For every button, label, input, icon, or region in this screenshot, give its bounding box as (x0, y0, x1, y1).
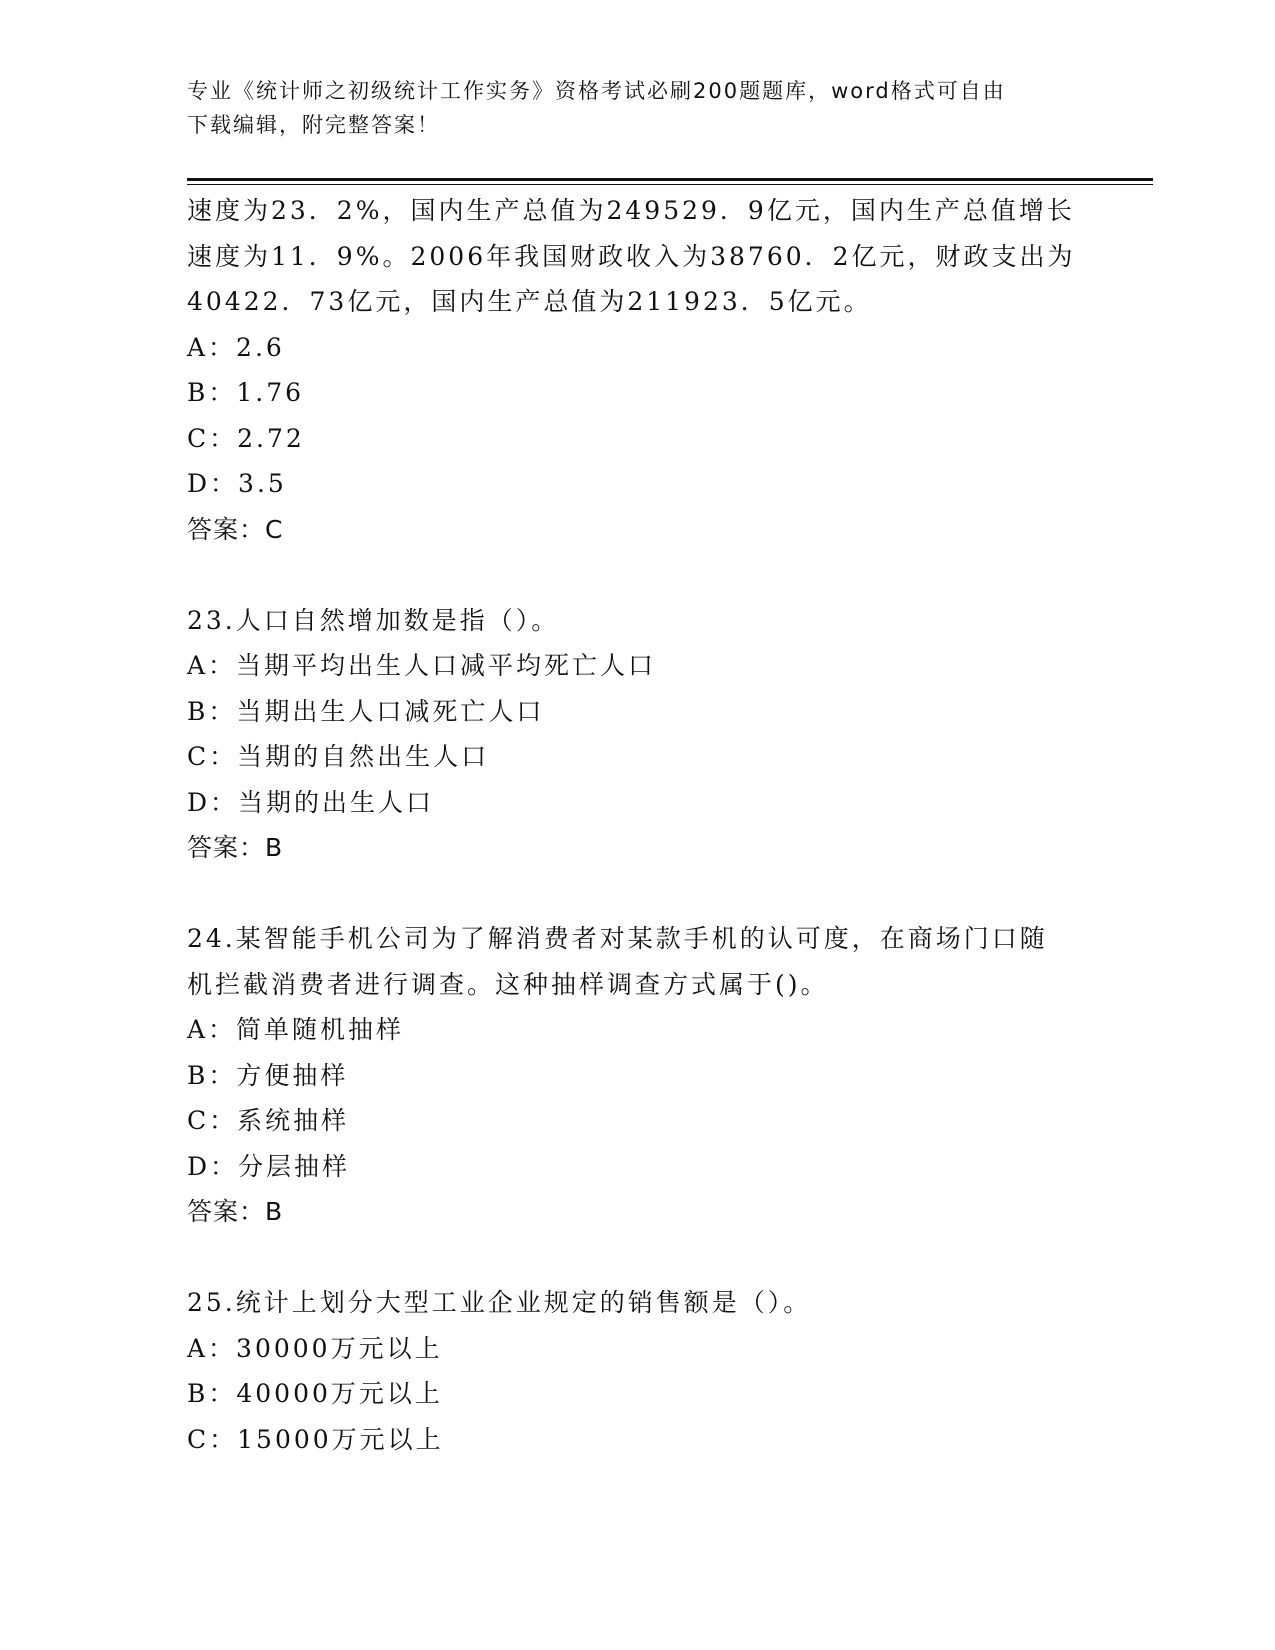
question-22-option-a: A：2.6 (187, 332, 285, 362)
question-25-text: 25.统计上划分大型工业企业规定的销售额是（）。 (187, 1288, 812, 1317)
question-content (187, 188, 1087, 1462)
question-22-text-line-1: 速度为23．2%，国内生产总值为249529．9亿元，国内生产总值增长 (187, 196, 1075, 225)
question-24-text-line-2: 机拦截消费者进行调查。这种抽样调查方式属于()。 (187, 969, 829, 999)
question-25-option-c: C：15000万元以上 (187, 1424, 444, 1454)
question-23-option-c: C：当期的自然出生人口 (187, 742, 490, 771)
header-divider-thick (187, 178, 1153, 181)
question-23-option-a: A：当期平均出生人口减平均死亡人口 (187, 651, 657, 680)
question-24-answer: 答案：B (187, 1197, 284, 1226)
question-22-answer: 答案：C (187, 514, 284, 544)
question-24-block (187, 916, 1087, 1235)
question-23-option-d: D：当期的出生人口 (187, 787, 435, 817)
header-title-line-1: 专业《统计师之初级统计工作实务》资格考试必刷200题题库，word格式可自由 (187, 79, 1006, 103)
question-23-block (187, 598, 1087, 871)
question-24-text-line-1: 24.某智能手机公司为了解消费者对某款手机的认可度，在商场门口随 (187, 924, 1048, 953)
question-25-block (187, 1280, 1087, 1462)
question-22-option-b: B：1.76 (187, 378, 305, 407)
question-23-answer: 答案：B (187, 833, 284, 862)
question-24-option-a: A：简单随机抽样 (187, 1015, 405, 1044)
question-23-option-b: B：当期出生人口减死亡人口 (187, 696, 545, 726)
question-22-block (187, 188, 1087, 552)
header-title-line-2: 下载编辑，附完整答案！ (187, 113, 440, 137)
question-24-option-c: C：系统抽样 (187, 1106, 350, 1135)
question-22-text-line-2: 速度为11．9%。2006年我国财政收入为38760．2亿元，财政支出为 (187, 241, 1076, 271)
question-25-option-b: B：40000万元以上 (187, 1379, 443, 1408)
header-divider-thin (187, 184, 1153, 185)
question-spacer (187, 871, 1087, 917)
question-spacer (187, 552, 1087, 598)
question-23-text: 23.人口自然增加数是指（）。 (187, 605, 560, 635)
question-24-option-d: D：分层抽样 (187, 1151, 351, 1181)
document-header (187, 74, 1067, 142)
question-22-text-line-3: 40422．73亿元，国内生产总值为211923．5亿元。 (187, 287, 872, 316)
question-22-option-c: C：2.72 (187, 423, 305, 453)
question-24-option-b: B：方便抽样 (187, 1060, 349, 1090)
question-spacer (187, 1235, 1087, 1281)
question-22-option-d: D：3.5 (187, 469, 287, 498)
question-25-option-a: A：30000万元以上 (187, 1333, 443, 1363)
